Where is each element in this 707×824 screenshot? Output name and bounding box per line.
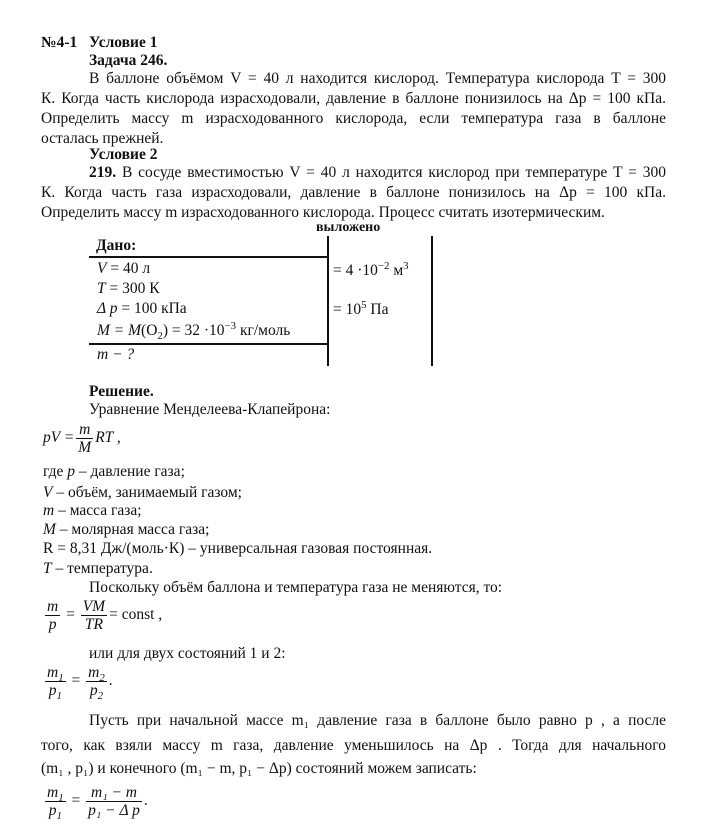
cond1-line-4: осталась прежней. [41, 130, 164, 147]
condition-1-title: Условие 1 [89, 34, 158, 51]
final-formula: $\frac{m_1}{p_1}$ = $\frac{\text{m₁ − m}}{\text{p₁ − Δ p}}$ . [47, 784, 148, 823]
given-top-rule [89, 256, 329, 258]
cond2-line-3: Определить массу m израсходованного кислорода. Процесс считать изотермическим. [41, 204, 605, 221]
para-line-3: (m₁ , p₁) и конечного (m₁ − m, p₁ − Δp) состояний можем записать: [41, 760, 477, 777]
given-v: V = 40 л [97, 260, 151, 277]
two-states-text: или для двух состояний 1 и 2: [89, 645, 286, 662]
cond2-line-1 [89, 164, 666, 182]
condition-2-title: Условие 2 [89, 146, 158, 163]
cond2-line-1-text: В сосуде вместимостью V = 40 л находится кислород при температуре T = 300 [121, 164, 667, 181]
para-line-2: того, как взяли массу m газа, давление уменьшилось на Δp . Тогда для начального [41, 737, 666, 754]
given-t: T = 300 К [97, 280, 160, 297]
where-line-molar: M – молярная масса газа; [43, 521, 210, 538]
since-text: Поскольку объём баллона и температура газа не меняются, то: [89, 579, 503, 596]
si-pressure: = $10^5$ Па [333, 298, 389, 318]
si-volume: = $4 \cdot 10^{-2}$ $м^3$ [333, 259, 409, 279]
si-right-border [431, 236, 433, 366]
where-line-p: где p – давление газа; [43, 463, 185, 480]
given-find: m − ? [97, 346, 135, 363]
cond2-line-2: К. Когда часть газа израсходовали, давление в баллоне понизилось на Δp = 100 кПа. [41, 184, 666, 201]
where-line-r: R = 8,31 Дж/(моль·К) – универсальная газовая постоянная. [43, 540, 433, 557]
task-title: Задача 246. [89, 52, 168, 69]
equation-name: Уравнение Менделеева-Клапейрона: [89, 401, 331, 418]
cond1-line-1: В баллоне объёмом V = 40 л находится кислород. Температура кислорода T = 300 [89, 70, 666, 87]
given-dp: Δ p = 100 кПа [97, 300, 187, 317]
task-number: №4-1 [41, 34, 78, 51]
cond1-line-2: К. Когда часть кислорода израсходовали, давление в баллоне понизилось на Δp = 100 кПа. [41, 90, 666, 107]
given-divider [327, 236, 329, 366]
given-bottom-rule [89, 343, 329, 345]
cond1-line-3: Определить массу m израсходованного кислорода, если температура газа в баллоне [41, 110, 666, 127]
solution-title: Решение. [89, 383, 154, 400]
given-title: Дано: [96, 237, 137, 254]
ratio-const-formula: $\frac{m}{p}$ = $\frac{VM}{TR}$ = const , [47, 598, 163, 634]
where-line-t: T – температура. [43, 560, 153, 577]
para-line-1: Пусть при начальной массе m₁ давление газа в баллоне было равно p , а после [89, 712, 666, 729]
cond2-number: 219. [89, 164, 117, 181]
two-states-formula: $\frac{m_1}{p_1}$ = $\frac{m_2}{p_2}$ . [47, 664, 113, 703]
si-header: выложено [316, 220, 381, 235]
where-line-m: m – масса газа; [43, 502, 142, 519]
given-molar-mass: $M = M(O_2) = 32 \cdot 10^{-3}$ кг/моль [97, 319, 291, 343]
where-line-v: V – объём, занимаемый газом; [43, 484, 242, 501]
ideal-gas-equation: pV = $\frac{m}{M}$ RT , [43, 421, 121, 457]
